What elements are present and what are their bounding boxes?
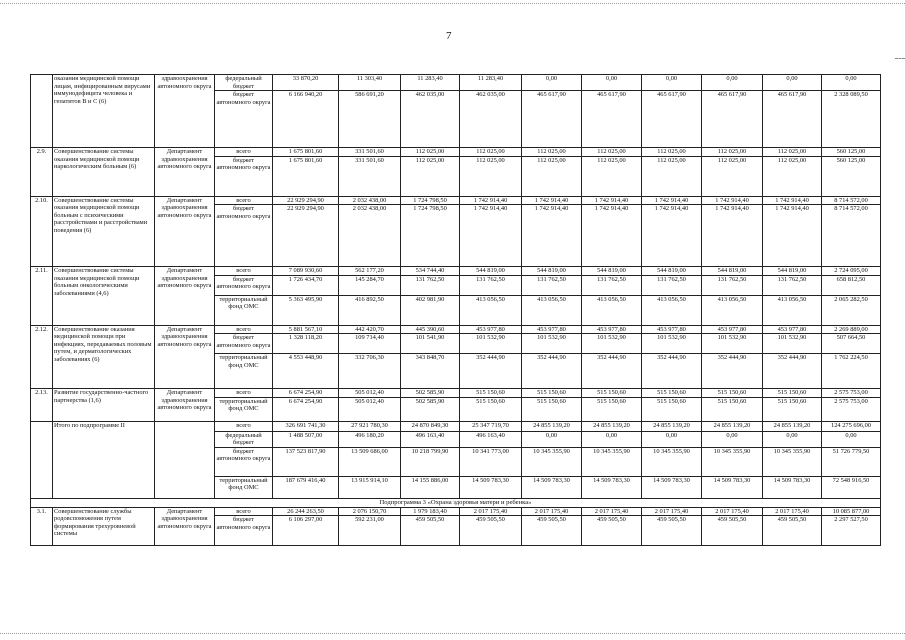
funding-source: всего (215, 389, 273, 398)
table-row (31, 507, 881, 516)
value-cell: 332 706,30 (339, 354, 401, 389)
value-cell: 459 505,50 (642, 516, 702, 546)
value-cell: 2 076 150,70 (339, 507, 401, 516)
value-cell: 544 819,00 (582, 267, 642, 276)
value-cell: 402 981,90 (401, 295, 460, 325)
value-cell: 453 977,80 (582, 325, 642, 334)
value-cell: 112 025,00 (763, 148, 822, 157)
value-cell: 101 532,90 (642, 334, 702, 354)
value-cell: 24 855 139,20 (642, 421, 702, 431)
row-number: 3.1. (31, 507, 53, 546)
value-cell: 131 762,50 (460, 275, 522, 295)
funding-source: бюджет автономного округа (215, 447, 273, 476)
value-cell: 2 032 438,00 (339, 196, 401, 205)
value-cell: 10 218 799,90 (401, 447, 460, 476)
value-cell: 0,00 (763, 75, 822, 91)
value-cell: 560 125,00 (822, 148, 881, 157)
value-cell: 24 855 139,20 (522, 421, 582, 431)
value-cell: 101 532,90 (582, 334, 642, 354)
row-number: 2.12. (31, 325, 53, 389)
funding-source: территориальный фонд ОМС (215, 476, 273, 498)
value-cell: 26 244 263,50 (273, 507, 339, 516)
value-cell: 505 012,40 (339, 397, 401, 421)
executor-cell: Департамент здравоохранения автономного округа (155, 507, 215, 546)
value-cell: 10 345 355,90 (522, 447, 582, 476)
value-cell: 2 269 889,00 (822, 325, 881, 334)
value-cell: 101 532,90 (702, 334, 763, 354)
funding-source: территориальный фонд ОМС (215, 397, 273, 421)
value-cell: 2 017 175,40 (460, 507, 522, 516)
value-cell: 25 347 719,70 (460, 421, 522, 431)
executor-cell: Департамент здравоохранения автономного округа (155, 389, 215, 422)
value-cell: 2 575 753,00 (822, 389, 881, 398)
funding-source: бюджет автономного округа (215, 275, 273, 295)
value-cell: 0,00 (582, 75, 642, 91)
value-cell: 459 505,50 (702, 516, 763, 546)
table-row (31, 148, 881, 157)
value-cell: 101 541,90 (401, 334, 460, 354)
value-cell: 453 977,80 (702, 325, 763, 334)
value-cell: 112 025,00 (582, 148, 642, 157)
value-cell: 2 724 095,00 (822, 267, 881, 276)
table-row (31, 325, 881, 334)
value-cell: 2 032 438,00 (339, 205, 401, 267)
scan-edge-bottom (0, 633, 905, 634)
value-cell: 0,00 (642, 75, 702, 91)
value-cell: 6 166 940,20 (273, 91, 339, 148)
table-body (31, 75, 881, 546)
value-cell: 0,00 (763, 431, 822, 447)
value-cell: 2 065 282,50 (822, 295, 881, 325)
row-number (31, 421, 53, 498)
value-cell: 515 150,60 (763, 397, 822, 421)
value-cell: 1 742 914,40 (763, 196, 822, 205)
value-cell: 6 674 254,90 (273, 389, 339, 398)
value-cell: 502 585,90 (401, 397, 460, 421)
value-cell: 22 929 294,90 (273, 205, 339, 267)
value-cell: 515 150,60 (702, 397, 763, 421)
funding-source: всего (215, 148, 273, 157)
table-row (31, 498, 881, 507)
value-cell: 1 979 183,40 (401, 507, 460, 516)
value-cell: 51 726 779,50 (822, 447, 881, 476)
value-cell: 11 303,40 (339, 75, 401, 91)
value-cell: 4 553 448,90 (273, 354, 339, 389)
value-cell: 465 617,90 (582, 91, 642, 148)
value-cell: 1 742 914,40 (522, 205, 582, 267)
value-cell: 413 056,50 (763, 295, 822, 325)
measure-name: Итого по подпрограмме II (53, 421, 155, 498)
value-cell: 5 363 495,90 (273, 295, 339, 325)
value-cell: 0,00 (522, 75, 582, 91)
value-cell: 24 855 139,20 (582, 421, 642, 431)
value-cell: 352 444,90 (460, 354, 522, 389)
executor-cell: Департамент здравоохранения автономного округа (155, 196, 215, 267)
value-cell: 1 742 914,40 (642, 196, 702, 205)
executor-cell (155, 421, 215, 498)
value-cell: 658 812,50 (822, 275, 881, 295)
value-cell: 502 585,90 (401, 389, 460, 398)
value-cell: 72 548 916,50 (822, 476, 881, 498)
value-cell: 14 509 783,30 (763, 476, 822, 498)
value-cell: 24 855 139,20 (702, 421, 763, 431)
scan-mark (895, 58, 905, 59)
funding-source: бюджет автономного округа (215, 516, 273, 546)
value-cell: 145 284,70 (339, 275, 401, 295)
value-cell: 544 819,00 (522, 267, 582, 276)
value-cell: 496 163,40 (401, 431, 460, 447)
value-cell: 10 345 355,90 (582, 447, 642, 476)
value-cell: 131 762,50 (401, 275, 460, 295)
executor-cell: Департамент здравоохранения автономного округа (155, 148, 215, 197)
value-cell: 14 509 783,30 (642, 476, 702, 498)
measure-name: Развитие государственно-частного партнерства (1,6) (53, 389, 155, 422)
value-cell: 0,00 (822, 431, 881, 447)
value-cell: 0,00 (702, 75, 763, 91)
value-cell: 112 025,00 (642, 148, 702, 157)
value-cell: 1 742 914,40 (702, 205, 763, 267)
value-cell: 515 150,60 (763, 389, 822, 398)
row-number: 2.13. (31, 389, 53, 422)
value-cell: 1 742 914,40 (763, 205, 822, 267)
funding-source: бюджет автономного округа (215, 334, 273, 354)
value-cell: 1 742 914,40 (582, 196, 642, 205)
value-cell: 112 025,00 (401, 156, 460, 196)
value-cell: 14 509 783,30 (582, 476, 642, 498)
value-cell: 515 150,60 (642, 389, 702, 398)
value-cell: 112 025,00 (642, 156, 702, 196)
value-cell: 507 664,50 (822, 334, 881, 354)
value-cell: 459 505,50 (763, 516, 822, 546)
value-cell: 0,00 (702, 431, 763, 447)
value-cell: 1 742 914,40 (460, 205, 522, 267)
executor-cell: Департамент здравоохранения автономного округа (155, 267, 215, 326)
measure-name: оказания медицинской помощи лицам, инфицированным вирусами иммунодефицита человека и гепатитов В и С (6) (53, 75, 155, 148)
value-cell: 101 532,90 (522, 334, 582, 354)
table-row (31, 389, 881, 398)
value-cell: 445 390,60 (401, 325, 460, 334)
value-cell: 10 341 773,00 (460, 447, 522, 476)
value-cell: 1 742 914,40 (460, 196, 522, 205)
value-cell: 515 150,60 (522, 397, 582, 421)
value-cell: 413 056,50 (642, 295, 702, 325)
value-cell: 2 017 175,40 (582, 507, 642, 516)
value-cell: 112 025,00 (401, 148, 460, 157)
value-cell: 544 819,00 (763, 267, 822, 276)
value-cell: 1 328 118,20 (273, 334, 339, 354)
value-cell: 11 283,40 (460, 75, 522, 91)
value-cell: 586 691,20 (339, 91, 401, 148)
value-cell: 2 328 089,50 (822, 91, 881, 148)
value-cell: 505 012,40 (339, 389, 401, 398)
value-cell: 453 977,80 (522, 325, 582, 334)
value-cell: 1 762 224,50 (822, 354, 881, 389)
value-cell: 515 150,60 (582, 397, 642, 421)
value-cell: 112 025,00 (702, 148, 763, 157)
value-cell: 2 017 175,40 (763, 507, 822, 516)
value-cell: 453 977,80 (642, 325, 702, 334)
executor-cell: здравоохранения автономного округа (155, 75, 215, 148)
value-cell: 1 742 914,40 (522, 196, 582, 205)
value-cell: 1 488 507,00 (273, 431, 339, 447)
row-number: 2.11. (31, 267, 53, 326)
value-cell: 6 106 297,00 (273, 516, 339, 546)
value-cell: 544 819,00 (460, 267, 522, 276)
value-cell: 131 762,50 (702, 275, 763, 295)
value-cell: 459 505,50 (401, 516, 460, 546)
funding-source: федеральный бюджет (215, 75, 273, 91)
value-cell: 137 523 817,90 (273, 447, 339, 476)
executor-cell: Департамент здравоохранения автономного округа (155, 325, 215, 389)
measure-name: Совершенствование службы родовспоможения путем формирования трехуровневой системы (53, 507, 155, 546)
row-number: 2.10. (31, 196, 53, 267)
scan-edge-top (0, 3, 905, 4)
value-cell: 11 283,40 (401, 75, 460, 91)
value-cell: 1 724 798,50 (401, 205, 460, 267)
value-cell: 413 056,50 (460, 295, 522, 325)
value-cell: 534 744,40 (401, 267, 460, 276)
value-cell: 515 150,60 (642, 397, 702, 421)
value-cell: 2 017 175,40 (702, 507, 763, 516)
page-number: 7 (446, 30, 452, 42)
value-cell: 13 509 686,00 (339, 447, 401, 476)
value-cell: 5 881 567,10 (273, 325, 339, 334)
value-cell: 352 444,90 (702, 354, 763, 389)
value-cell: 112 025,00 (522, 156, 582, 196)
value-cell: 2 297 527,50 (822, 516, 881, 546)
value-cell: 459 505,50 (460, 516, 522, 546)
value-cell: 24 855 139,20 (763, 421, 822, 431)
value-cell: 1 742 914,40 (642, 205, 702, 267)
value-cell: 112 025,00 (763, 156, 822, 196)
funding-source: территориальный фонд ОМС (215, 295, 273, 325)
value-cell: 0,00 (582, 431, 642, 447)
table-row (31, 421, 881, 431)
value-cell: 515 150,60 (460, 389, 522, 398)
value-cell: 131 762,50 (642, 275, 702, 295)
value-cell: 515 150,60 (522, 389, 582, 398)
value-cell: 413 056,50 (702, 295, 763, 325)
value-cell: 416 892,50 (339, 295, 401, 325)
value-cell: 462 035,00 (460, 91, 522, 148)
value-cell: 0,00 (522, 431, 582, 447)
value-cell: 1 726 434,70 (273, 275, 339, 295)
value-cell: 1 675 801,60 (273, 156, 339, 196)
table-row (31, 196, 881, 205)
value-cell: 2 017 175,40 (522, 507, 582, 516)
value-cell: 453 977,80 (460, 325, 522, 334)
value-cell: 0,00 (822, 75, 881, 91)
subprogram-header: Подпрограмма 3 «Охрана здоровья матери и ребенка» (31, 498, 881, 507)
value-cell: 515 150,60 (582, 389, 642, 398)
value-cell: 33 870,20 (273, 75, 339, 91)
funding-source: всего (215, 421, 273, 431)
value-cell: 112 025,00 (702, 156, 763, 196)
value-cell: 14 509 783,30 (460, 476, 522, 498)
value-cell: 413 056,50 (582, 295, 642, 325)
value-cell: 6 674 254,90 (273, 397, 339, 421)
funding-source: всего (215, 325, 273, 334)
value-cell: 544 819,00 (702, 267, 763, 276)
value-cell: 465 617,90 (642, 91, 702, 148)
value-cell: 465 617,90 (702, 91, 763, 148)
value-cell: 544 819,00 (642, 267, 702, 276)
value-cell: 343 848,70 (401, 354, 460, 389)
budget-table (30, 74, 881, 546)
value-cell: 352 444,90 (522, 354, 582, 389)
value-cell: 352 444,90 (763, 354, 822, 389)
value-cell: 459 505,50 (582, 516, 642, 546)
value-cell: 13 915 914,10 (339, 476, 401, 498)
value-cell: 496 180,20 (339, 431, 401, 447)
value-cell: 112 025,00 (522, 148, 582, 157)
value-cell: 131 762,50 (763, 275, 822, 295)
funding-source: всего (215, 507, 273, 516)
value-cell: 101 532,90 (763, 334, 822, 354)
value-cell: 131 762,50 (582, 275, 642, 295)
value-cell: 112 025,00 (582, 156, 642, 196)
value-cell: 1 675 801,60 (273, 148, 339, 157)
value-cell: 14 509 783,30 (522, 476, 582, 498)
value-cell: 124 275 696,00 (822, 421, 881, 431)
value-cell: 562 177,20 (339, 267, 401, 276)
table-row (31, 267, 881, 276)
value-cell: 515 150,60 (702, 389, 763, 398)
funding-source: бюджет автономного округа (215, 91, 273, 148)
value-cell: 22 929 294,90 (273, 196, 339, 205)
row-number: 2.9. (31, 148, 53, 197)
value-cell: 442 420,70 (339, 325, 401, 334)
value-cell: 515 150,60 (460, 397, 522, 421)
value-cell: 7 089 930,60 (273, 267, 339, 276)
value-cell: 112 025,00 (460, 156, 522, 196)
value-cell: 24 870 849,30 (401, 421, 460, 431)
value-cell: 331 501,60 (339, 148, 401, 157)
value-cell: 101 532,90 (460, 334, 522, 354)
measure-name: Совершенствование оказания медицинской помощи при инфекциях, передаваемых половым путем, и дерматологических заболеваниях (6) (53, 325, 155, 389)
value-cell: 459 505,50 (522, 516, 582, 546)
value-cell: 413 056,50 (522, 295, 582, 325)
funding-source: всего (215, 267, 273, 276)
value-cell: 10 085 877,00 (822, 507, 881, 516)
value-cell: 112 025,00 (460, 148, 522, 157)
measure-name: Совершенствование системы оказания медицинской помощи больным с психическими расстройствами и расстройствами поведения (6) (53, 196, 155, 267)
value-cell: 10 345 355,90 (763, 447, 822, 476)
funding-source: территориальный фонд ОМС (215, 354, 273, 389)
value-cell: 331 501,60 (339, 156, 401, 196)
value-cell: 1 742 914,40 (702, 196, 763, 205)
value-cell: 14 155 886,00 (401, 476, 460, 498)
value-cell: 131 762,50 (522, 275, 582, 295)
value-cell: 27 921 780,30 (339, 421, 401, 431)
value-cell: 462 035,00 (401, 91, 460, 148)
value-cell: 496 163,40 (460, 431, 522, 447)
value-cell: 109 714,40 (339, 334, 401, 354)
value-cell: 8 714 572,00 (822, 196, 881, 205)
value-cell: 10 345 355,90 (702, 447, 763, 476)
row-number (31, 75, 53, 148)
funding-source: всего (215, 196, 273, 205)
value-cell: 560 125,00 (822, 156, 881, 196)
value-cell: 1 724 798,50 (401, 196, 460, 205)
table-row (31, 75, 881, 91)
funding-source: бюджет автономного округа (215, 156, 273, 196)
value-cell: 14 509 783,30 (702, 476, 763, 498)
measure-name: Совершенствование системы оказания медицинской помощи наркологическим больным (6) (53, 148, 155, 197)
value-cell: 2 017 175,40 (642, 507, 702, 516)
funding-source: федеральный бюджет (215, 431, 273, 447)
measure-name: Совершенствование системы оказания медицинской помощи больным онкологическими заболеваниями (4,6) (53, 267, 155, 326)
value-cell: 8 714 572,00 (822, 205, 881, 267)
value-cell: 592 231,00 (339, 516, 401, 546)
value-cell: 1 742 914,40 (582, 205, 642, 267)
value-cell: 10 345 355,90 (642, 447, 702, 476)
value-cell: 0,00 (642, 431, 702, 447)
value-cell: 352 444,90 (582, 354, 642, 389)
value-cell: 187 679 416,40 (273, 476, 339, 498)
value-cell: 465 617,90 (763, 91, 822, 148)
value-cell: 326 691 741,30 (273, 421, 339, 431)
value-cell: 465 617,90 (522, 91, 582, 148)
value-cell: 453 977,80 (763, 325, 822, 334)
value-cell: 2 575 753,00 (822, 397, 881, 421)
funding-source: бюджет автономного округа (215, 205, 273, 267)
value-cell: 352 444,90 (642, 354, 702, 389)
